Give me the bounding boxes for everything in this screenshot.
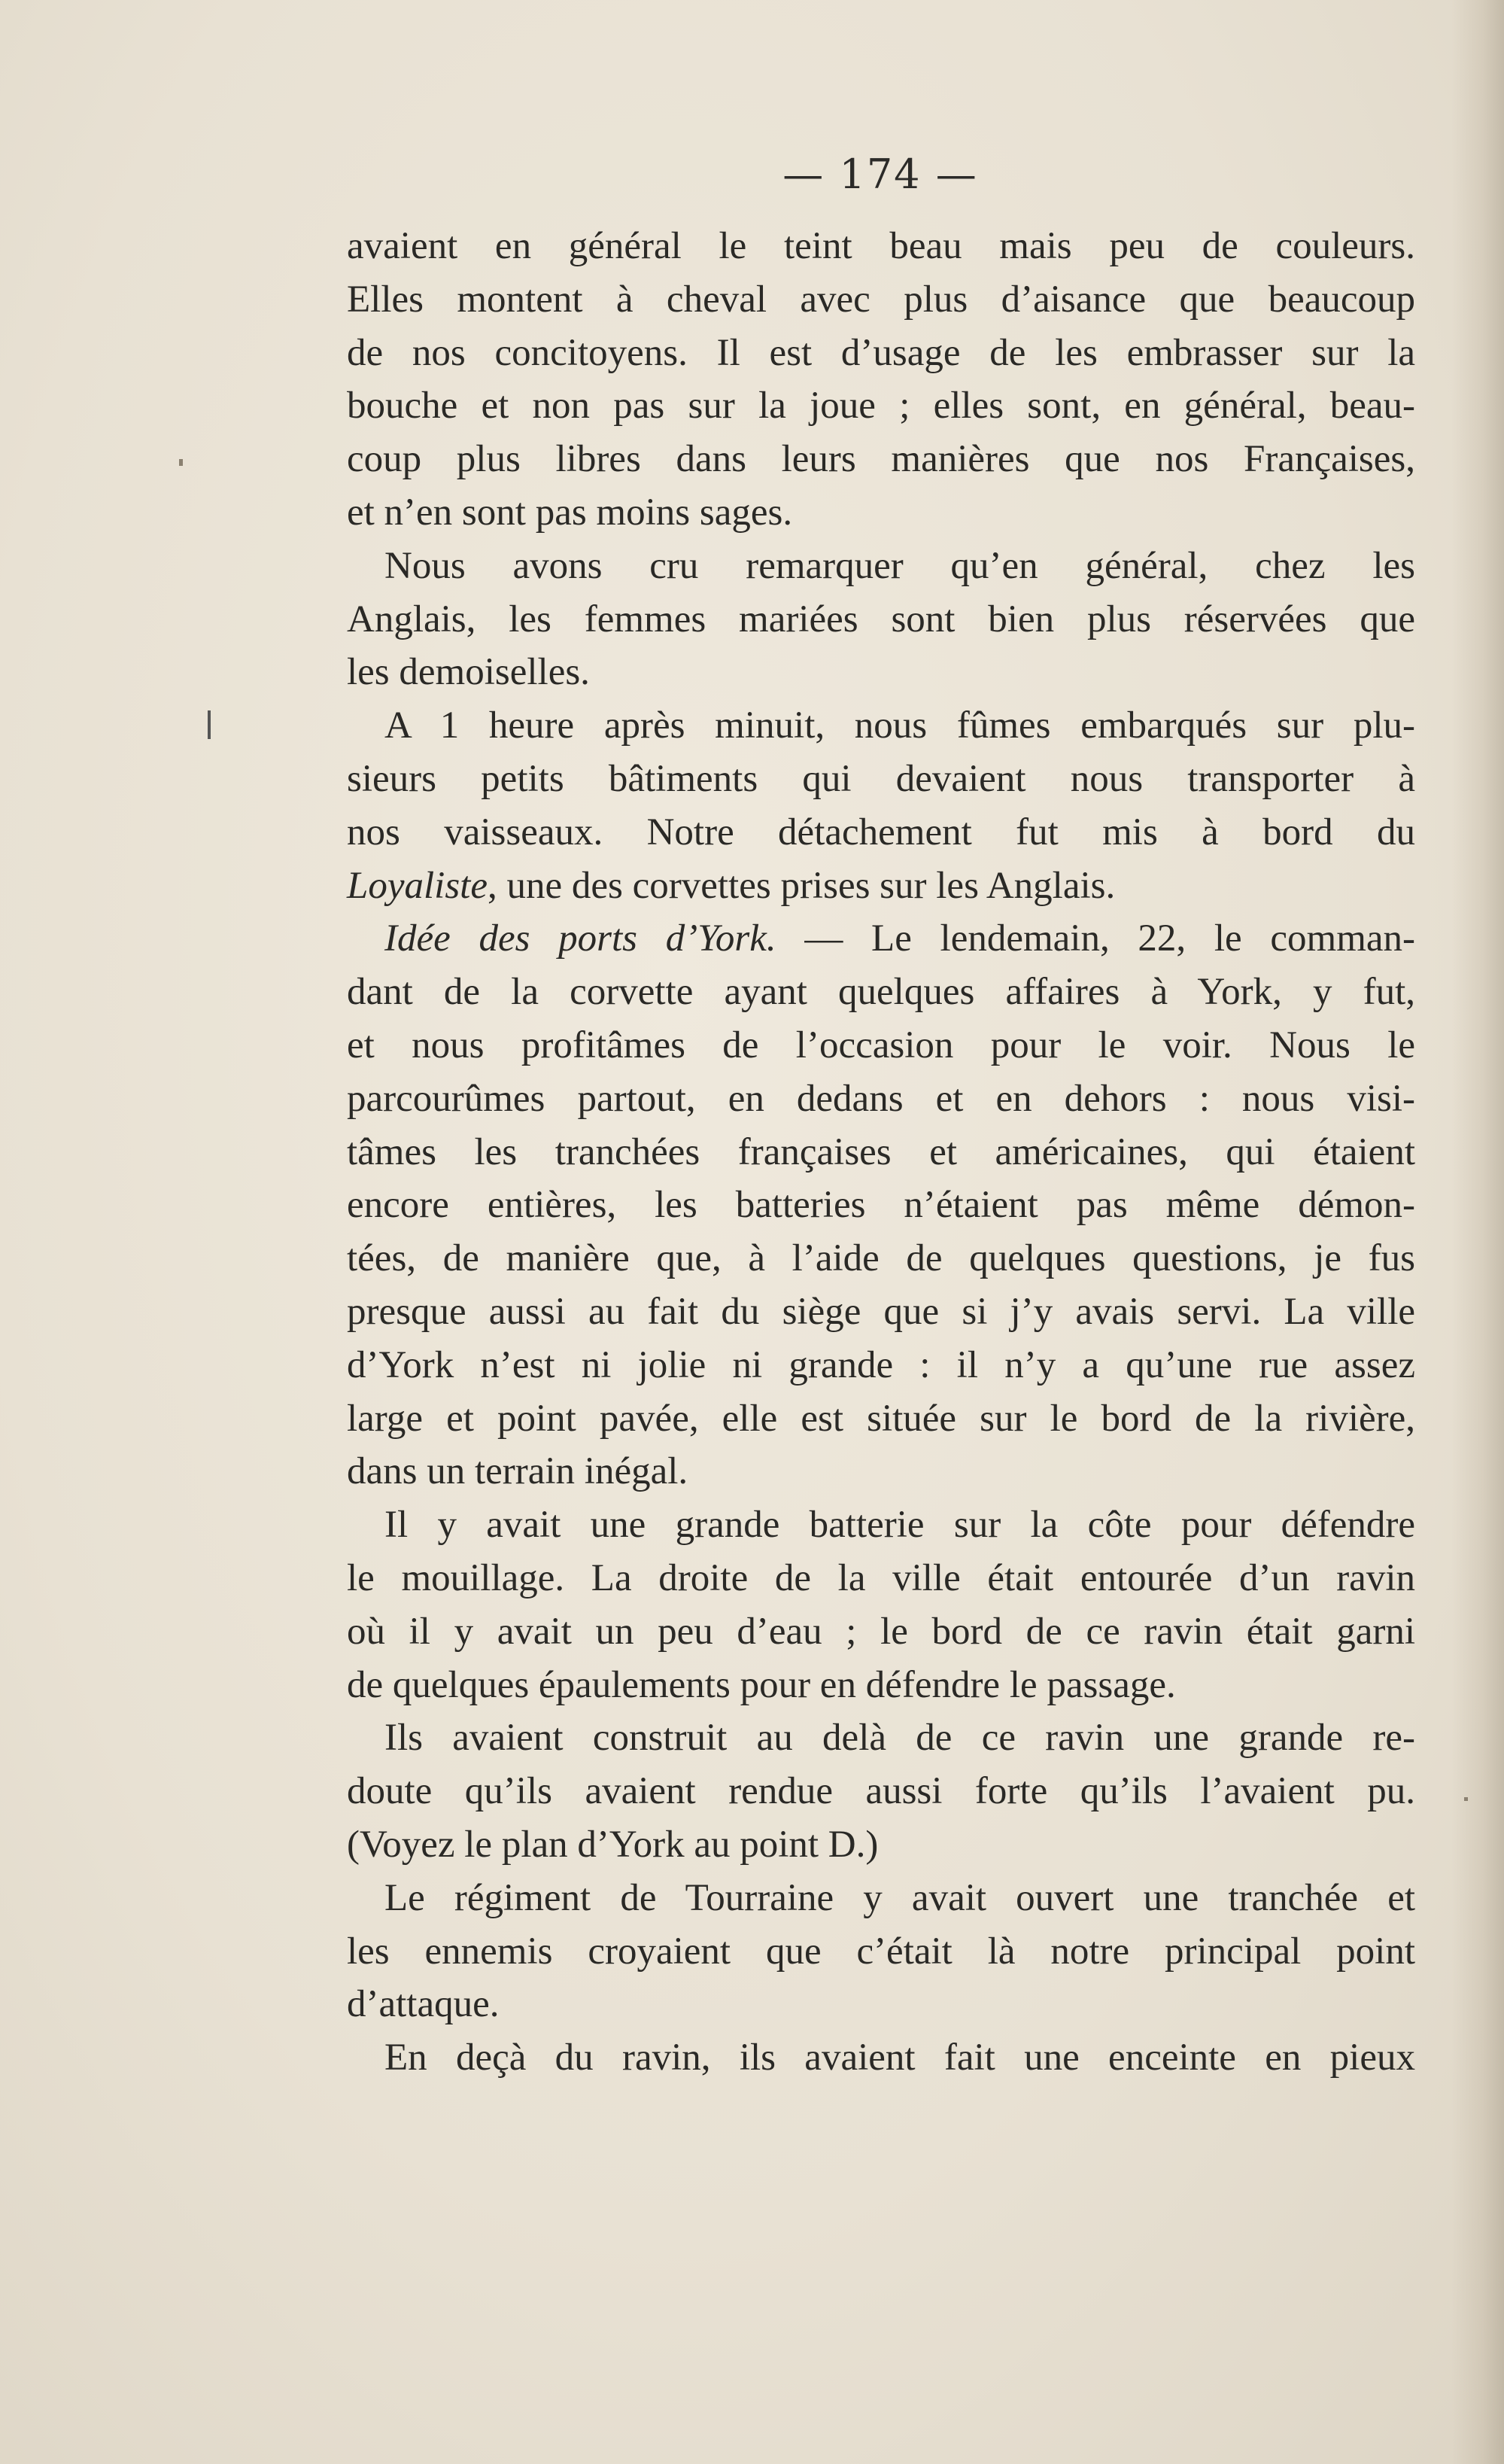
text-line: (Voyez le plan d’York au point D.) — [347, 1823, 879, 1866]
text-line: doute qu’ils avaient rendue aussi forte qu’ils l’avaient pu. — [347, 1770, 1415, 1813]
margin-mark — [208, 710, 211, 739]
text-line: encore entières, les batteries n’étaient pas même démon- — [347, 1184, 1415, 1227]
paragraph-start-line: En deçà du ravin, ils avaient fait une enceinte en pieux — [384, 2037, 1415, 2079]
page-edge-shadow — [1451, 0, 1504, 2464]
paragraph-start-line: Le régiment de Tourraine y avait ouvert une tranchée et — [384, 1876, 1415, 1919]
text-line: bouche et non pas sur la joue ; elles sont, en général, beau- — [347, 385, 1415, 427]
section-heading-line — [347, 912, 1415, 966]
body-text — [347, 220, 1415, 2085]
text-line: où il y avait un peu d’eau ; le bord de ce ravin était garni — [347, 1610, 1415, 1653]
text-line: tées, de manière que, à l’aide de quelques questions, je fus — [347, 1237, 1415, 1280]
text-line: nos vaisseaux. Notre détachement fut mis à bord du — [347, 811, 1415, 853]
page-number: — 174 — — [782, 151, 978, 198]
text-line: Elles montent à cheval avec plus d’aisance que beaucoup — [347, 278, 1415, 321]
text-line-rest: , une des corvettes prises sur les Anglais. — [488, 864, 1116, 907]
text-line: dant de la corvette ayant quelques affaires à York, y fut, — [347, 971, 1415, 1014]
margin-speck — [179, 459, 183, 466]
text-line: dans un terrain inégal. — [347, 1450, 688, 1493]
text-line: sieurs petits bâtiments qui devaient nous transporter à — [347, 757, 1415, 800]
text-line: et n’en sont pas moins sages. — [347, 491, 793, 534]
text-line: le mouillage. La droite de la ville était entourée d’un ravin — [347, 1556, 1415, 1599]
paragraph-start-line: Nous avons cru remarquer qu’en général, chez les — [384, 544, 1415, 587]
paragraph-start-line: Ils avaient construit au delà de ce ravin une grande re- — [384, 1717, 1415, 1760]
text-line: d’York n’est ni jolie ni grande : il n’y a qu’une rue assez — [347, 1343, 1415, 1386]
text-line: de quelques épaulements pour en défendre le passage. — [347, 1663, 1176, 1706]
text-line: Anglais, les femmes mariées sont bien plus réservées que — [347, 598, 1415, 640]
margin-speck — [1464, 1797, 1468, 1801]
paragraph-start-line: Il y avait une grande batterie sur la côte pour défendre — [384, 1504, 1415, 1547]
text-line: d’attaque. — [347, 1983, 500, 2026]
section-heading-italic: Idée des ports d’York. — [384, 917, 776, 960]
text-line-loyaliste — [347, 859, 1415, 913]
text-line: large et point pavée, elle est située sur le bord de la rivière, — [347, 1397, 1415, 1440]
text-line: coup plus libres dans leurs manières que nos Françaises, — [347, 438, 1415, 481]
text-line: tâmes les tranchées françaises et américaines, qui étaient — [347, 1130, 1415, 1173]
text-line: les ennemis croyaient que c’était là notre principal point — [347, 1930, 1415, 1973]
ship-name-italic: Loyaliste — [347, 864, 488, 907]
text-line-rest: — Le lendemain, 22, le comman- — [776, 917, 1415, 960]
text-line: les demoiselles. — [347, 651, 590, 694]
text-line: parcourûmes partout, en dedans et en dehors : nous visi- — [347, 1077, 1415, 1120]
text-line: et nous profitâmes de l’occasion pour le voir. Nous le — [347, 1024, 1415, 1066]
paragraph-start-line: A 1 heure après minuit, nous fûmes embarqués sur plu- — [384, 704, 1415, 747]
text-line: de nos concitoyens. Il est d’usage de les embrasser sur la — [347, 331, 1415, 374]
text-line: avaient en général le teint beau mais peu de couleurs. — [347, 225, 1415, 267]
text-line: presque aussi au fait du siège que si j’y avais servi. La ville — [347, 1290, 1415, 1333]
